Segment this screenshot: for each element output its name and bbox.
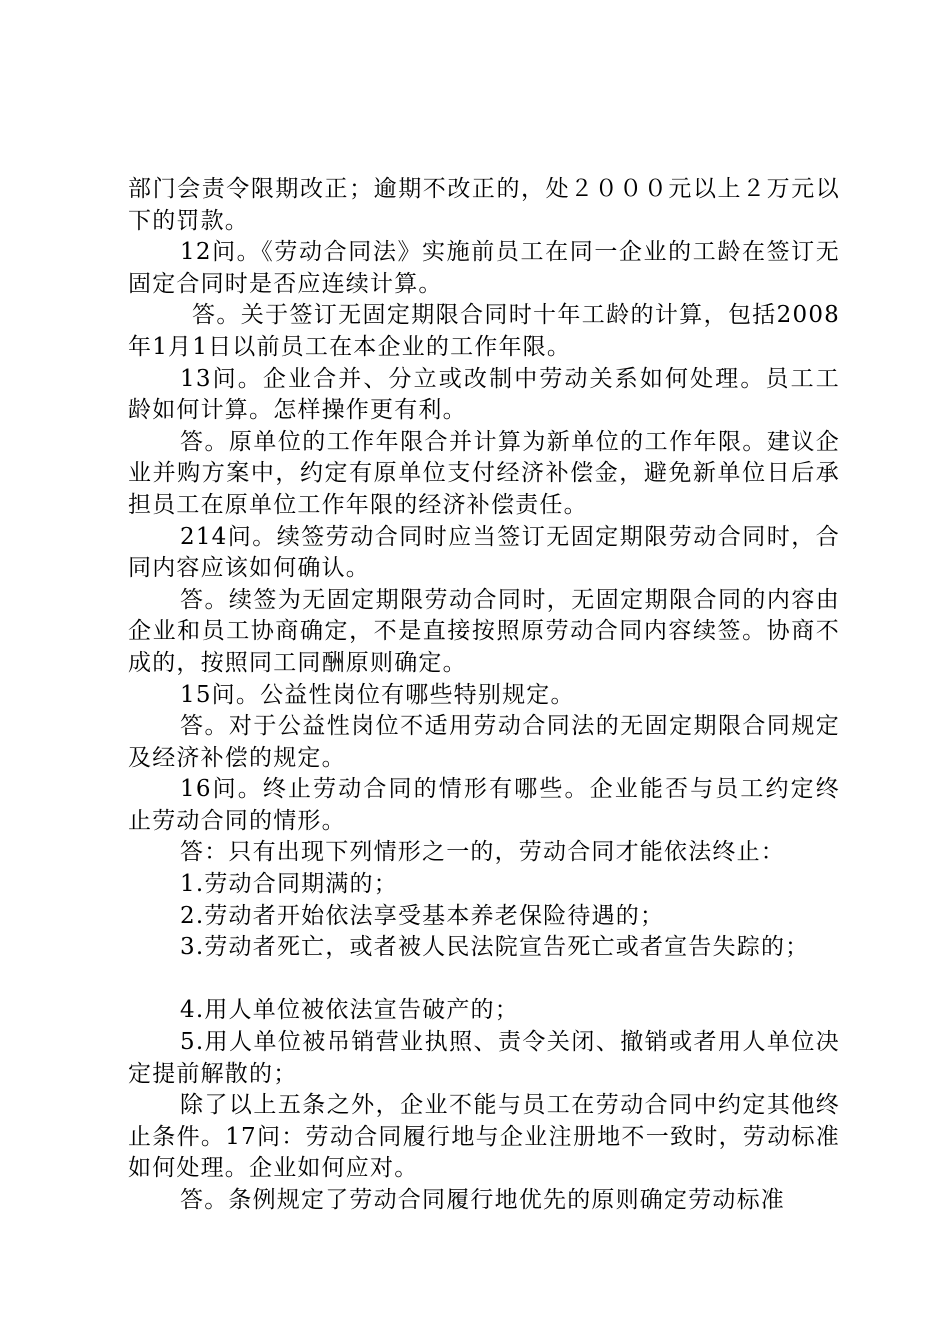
question-15: 15问。公益性岗位有哪些特别规定。 — [180, 681, 575, 708]
paragraph-penalty-continuation: 部门会责令限期改正；逾期不改正的，处２０００元以上２万元以下的罚款。 — [128, 176, 840, 234]
answer-13: 答。原单位的工作年限合并计算为新单位的工作年限。建议企业并购方案中，约定有原单位支付经济补偿金，避免新单位日后承担员工在原单位工作年限的经济补偿责任。 — [128, 428, 840, 518]
list-item-2: 2.劳动者开始依法享受基本养老保险待遇的； — [180, 902, 665, 929]
answer-17: 答。条例规定了劳动合同履行地优先的原则确定劳动标准 — [180, 1187, 785, 1213]
question-16: 16问。终止劳动合同的情形有哪些。企业能否与员工约定终止劳动合同的情形。 — [128, 776, 840, 834]
question-13: 13问。企业合并、分立或改制中劳动关系如何处理。员工工龄如何计算。怎样操作更有利。 — [128, 365, 840, 424]
list-item-3: 3.劳动者死亡，或者被人民法院宣告死亡或者宣告失踪的； — [180, 934, 810, 961]
list-item-5: 5.用人单位被吊销营业执照、责令关闭、撤销或者用人单位决定提前解散的； — [128, 1029, 840, 1087]
answer-14: 答。续签为无固定期限劳动合同时，无固定期限合同的内容由企业和员工协商确定，不是直接按照原劳动合同内容续签。协商不成的，按照同工同酬原则确定。 — [128, 586, 840, 676]
answer-15: 答。对于公益性岗位不适用劳动合同法的无固定期限合同规定及经济补偿的规定。 — [128, 713, 840, 771]
question-14: 214问。续签劳动合同时应当签订无固定期限劳动合同时，合同内容应该如何确认。 — [128, 523, 840, 582]
list-item-1: 1.劳动合同期满的； — [180, 871, 398, 898]
answer-16-intro: 答：只有出现下列情形之一的，劳动合同才能依法终止： — [180, 839, 785, 866]
question-12: 12问。《劳动合同法》实施前员工在同一企业的工龄在签订无固定合同时是否应连续计算。 — [128, 239, 840, 297]
document-body — [128, 174, 840, 1217]
paragraph-other-conditions: 除了以上五条之外，企业不能与员工在劳动合同中约定其他终止条件。17问：劳动合同履行地与企业注册地不一致时，劳动标准如何处理。企业如何应对。 — [128, 1092, 840, 1182]
answer-12: 答。关于签订无固定期限合同时十年工龄的计算，包括2008年1月1日以前员工在本企业的工作年限。 — [128, 302, 840, 360]
blank-line — [128, 964, 840, 996]
list-item-4: 4.用人单位被依法宣告破产的； — [180, 997, 519, 1024]
